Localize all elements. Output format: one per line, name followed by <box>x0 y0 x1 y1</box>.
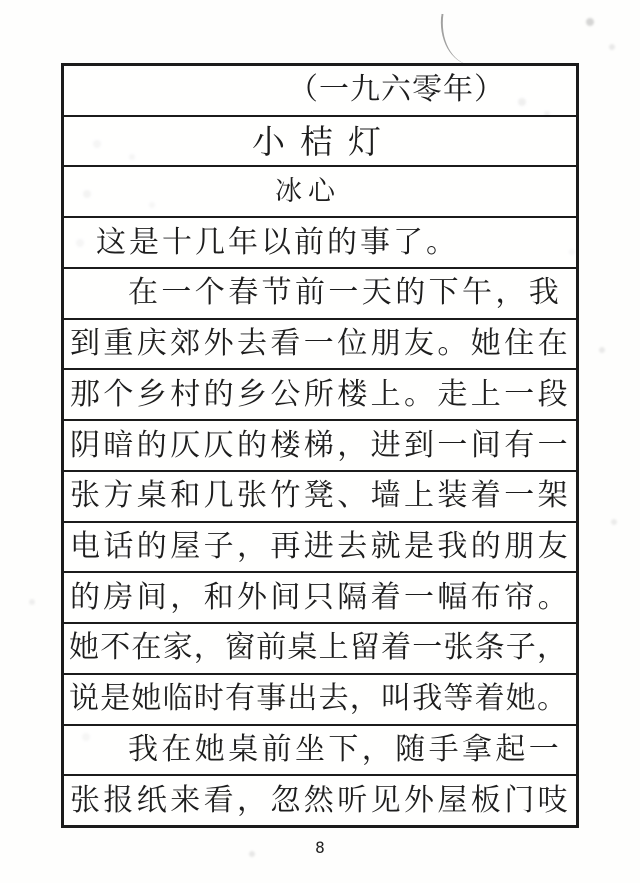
manuscript-row-text: 小桔灯 <box>252 121 396 161</box>
manuscript-row-text: 阴暗的仄仄的楼梯，进到一间有一 <box>70 427 571 463</box>
manuscript-row <box>64 573 576 624</box>
manuscript-row <box>64 269 576 320</box>
manuscript-row-text: 这是十几年以前的事了。 <box>96 224 459 260</box>
manuscript-row <box>64 726 576 777</box>
manuscript-row <box>64 624 576 675</box>
manuscript-row <box>64 472 576 523</box>
manuscript-row-text: 在一个春节前一天的下午，我 <box>128 275 563 311</box>
manuscript-row-text: 电话的屋子，再进去就是我的朋友 <box>70 528 571 564</box>
manuscript-row <box>64 421 576 472</box>
manuscript-row-text: 她不在家，窗前桌上留着一张条子， <box>69 630 569 666</box>
page-number: 8 <box>315 838 325 857</box>
scan-noise-speckles <box>0 0 4 4</box>
manuscript-row-text: （一九六零年） <box>288 72 505 108</box>
manuscript-row-text: 那个乡村的乡公所楼上。走上一段 <box>70 376 571 412</box>
manuscript-row-text: 的房间，和外间只隔着一幅布帘。 <box>70 579 571 615</box>
scan-hairline-artifact <box>435 14 477 66</box>
manuscript-row-text: 张方桌和几张竹凳、墙上装着一架 <box>70 478 571 514</box>
manuscript-row <box>64 218 576 269</box>
manuscript-row-text: 到重庆郊外去看一位朋友。她住在 <box>70 326 571 362</box>
manuscript-row <box>64 320 576 371</box>
manuscript-row <box>64 117 576 168</box>
manuscript-row-text: 张报纸来看，忽然听见外屋板门吱 <box>70 782 571 818</box>
manuscript-row <box>64 167 576 218</box>
manuscript-row <box>64 523 576 574</box>
manuscript-row-text: 我在她桌前坐下，随手拿起一 <box>128 731 563 767</box>
manuscript-row <box>64 675 576 726</box>
manuscript-row-text: 冰心 <box>275 176 341 208</box>
manuscript-row <box>64 370 576 421</box>
manuscript-row-text: 说是她临时有事出去，叫我等着她。 <box>69 681 569 717</box>
manuscript-row <box>64 66 576 117</box>
manuscript-row <box>64 776 576 825</box>
copybook-grid <box>61 63 579 828</box>
